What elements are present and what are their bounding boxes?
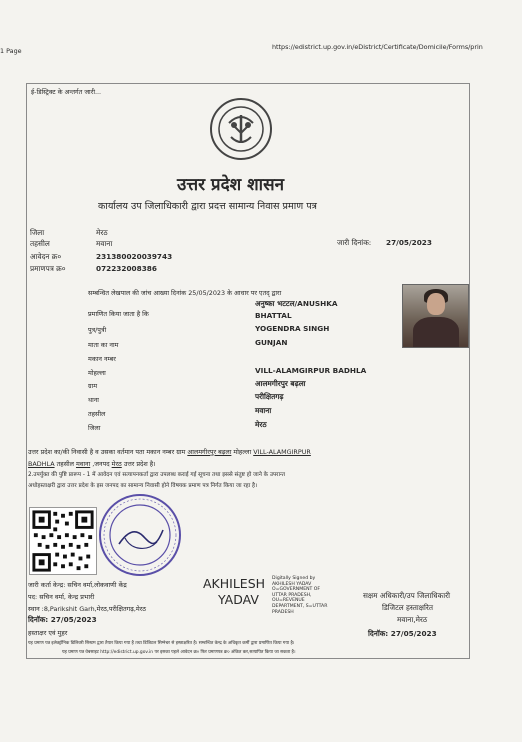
issued-post: पद: सचिन वर्मा, केन्द्र प्रभारी xyxy=(28,593,95,601)
page-label: 1 Page xyxy=(0,47,22,55)
name-english: BHATTAL xyxy=(255,311,292,320)
issue-date-label: जारी दिनांक: xyxy=(337,238,372,247)
police-label: थाना xyxy=(88,396,99,404)
mohalla-label: मोहल्ला xyxy=(88,369,106,377)
intro-line1: सम्बन्धित लेखपाल की जांच आख्या दिनांक 25/05/2023 के आधार पर एतद् द्वारा xyxy=(88,289,282,297)
body-line4: अधोहस्ताक्षरी द्वारा उत्तर प्रदेश के इस जनपद का सामान्य निवासी होने विषयक प्रमाण पत्र निर्गत किया जा रहा है। xyxy=(28,483,258,489)
issued-by: जारी कर्ता केन्द्र: सचिन वर्मा,लोकवाणी केंद्र xyxy=(28,581,127,589)
body-line1: उत्तर प्रदेश का/की निवासी है व उसका वर्तमान पता मकान नम्बर ग्राम आलमगीरपुर बढ़ला मोहल्ला VILL-ALAMGIRPUR xyxy=(28,448,311,456)
officer-location: मवाना,मेरठ xyxy=(397,615,428,624)
village-value: आलमगीरपुर बढ़ला xyxy=(255,379,306,388)
meta-certificate-label: प्रमाणपत्र क्र० xyxy=(30,264,66,273)
details-district-value: मेरठ xyxy=(255,420,267,429)
digital-sign-name-line2: YADAV xyxy=(218,592,259,607)
digital-sign-text: डिजिटल हस्ताक्षरित xyxy=(382,603,434,612)
house-label: मकान नम्बर xyxy=(88,355,116,363)
issued-place: स्थान :8,Parikshit Garh,मेरठ,परीक्षितगढ़,मेरठ xyxy=(28,605,147,613)
issued-date: दिनॉक: 27/05/2023 xyxy=(28,615,97,624)
father-label: पुत्र/पुत्री xyxy=(88,326,107,334)
applicant-photo xyxy=(402,284,469,348)
meta-tehsil-value: मवाना xyxy=(96,239,113,248)
qr-code-icon xyxy=(29,507,97,575)
office-stamp-icon xyxy=(97,492,183,578)
name-hindi: अनुष्का भटटल/ANUSHKA xyxy=(255,299,338,308)
details-tehsil-label: तहसील xyxy=(88,410,106,418)
officer-title: सक्षम अधिकारी/उप जिलाधिकारी xyxy=(363,591,450,600)
details-district-label: जिला xyxy=(88,424,101,432)
up-emblem-icon xyxy=(209,97,273,161)
meta-application-value: 231380020039743 xyxy=(96,252,173,261)
meta-application-label: आवेदन क्र० xyxy=(30,252,62,261)
body-line2: BADHLA तहसील मवाना ,जनपद मेरठ उत्तर प्रदेश है। xyxy=(28,460,156,468)
meta-certificate-value: 072232008386 xyxy=(96,264,157,273)
edistrict-note: ई-डिस्ट्रिक्ट के अन्तर्गत जारी... xyxy=(31,88,102,96)
issue-date-value: 27/05/2023 xyxy=(386,238,432,247)
page-url: https://edistrict.up.gov.in/eDistrict/Certificate/Domicile/Forms/prin xyxy=(272,43,483,51)
police-value: परीक्षितगढ़ xyxy=(255,392,284,401)
father-value: YOGENDRA SINGH xyxy=(255,324,330,333)
mother-label: माता का नाम xyxy=(88,341,119,349)
intro-line2: प्रमाणित किया जाता है कि xyxy=(88,310,149,318)
village-label: ग्राम xyxy=(88,382,98,390)
meta-tehsil-label: तहसील xyxy=(30,239,50,248)
digital-sign-details: Digitally Signed by AKHILESH YADAV O=GOVERNMENT OF UTTAR PRADESH, OU=REVENUE DEPARTMENT, S=UTTAR PRADESH xyxy=(272,576,328,615)
officer-date: दिनॉक: 27/05/2023 xyxy=(368,629,437,638)
meta-district-value: मेरठ xyxy=(96,228,108,237)
certificate-title: कार्यालय उप जिलाधिकारी द्वारा प्रदत्त सामान्य निवास प्रमाण पत्र xyxy=(98,201,317,212)
mohalla-value: VILL-ALAMGIRPUR BADHLA xyxy=(255,366,367,375)
details-tehsil-value: मवाना xyxy=(255,406,272,415)
meta-district-label: जिला xyxy=(30,228,45,237)
signature-label: हस्ताक्षर एवं मुहर xyxy=(28,629,68,637)
mother-value: GUNJAN xyxy=(255,338,288,347)
state-title: उत्तर प्रदेश शासन xyxy=(177,175,285,195)
digital-sign-name-line1: AKHILESH xyxy=(203,576,266,591)
disclaimer-line2: यह प्रमाण पत्र वेबसाइट http://edistrict.up.gov.in पर इसका पहले आवेदन क्र० फिर प्रमाणपत्र क्र० अंकित कर,सत्यापित किया जा सकता है। xyxy=(62,650,296,655)
disclaimer-line1: यह प्रमाण पत्र इलेक्ट्रॉनिक डिलिवरी सिस्टम द्वारा तैयार किया गया है तथा डिजिटल सिग्नेचर से हस्ताक्षरित है। सम्बन्धित केन्द्र के अधिकृत कर्मी द्वारा प्रमाणित किया गया है। xyxy=(28,641,295,646)
body-line3: 2.उपर्युक्त की पुष्टि प्रारूप - 1 में आवेदन एवं सत्यापनकर्ता द्वारा उपलब्ध कराई गई सूचना तथा इससे संतुष्ट हो जाने के उपरान्त xyxy=(28,472,285,478)
